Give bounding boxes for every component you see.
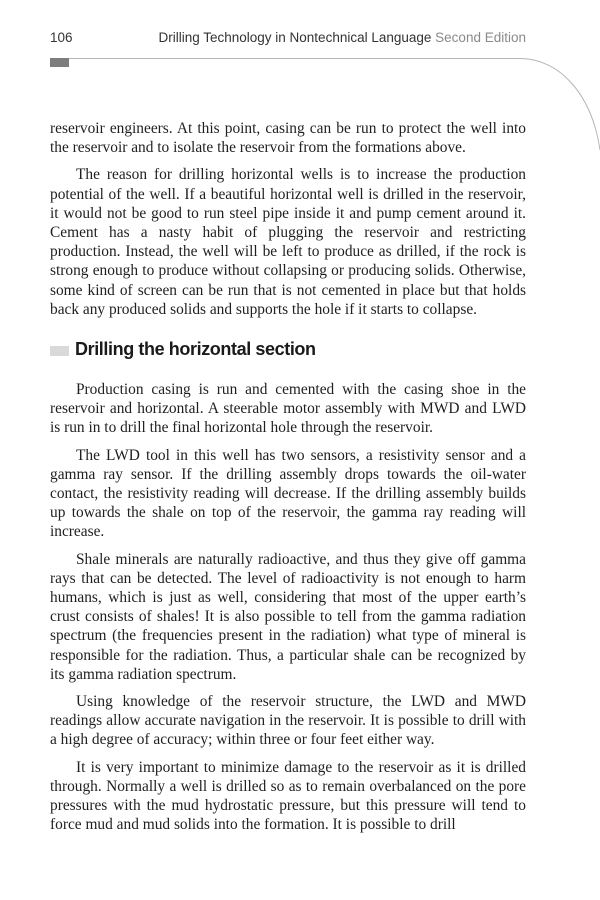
edition-label: Second Edition xyxy=(435,30,526,45)
book-title-text: Drilling Technology in Nontechnical Language xyxy=(158,30,432,45)
paragraph: Shale minerals are naturally radioactive, and thus they give off gamma rays that can be detected. The level of radioactivity is not enough to harm humans, which is just as well, considering that most of the upper earth’s crust consists of shales! It is also possible to tell from the gamma radiation spectrum (the frequencies present in the radiation) what type of mineral is responsible for the radiation. Thus, a particular shale can be recognized by its gamma radiation spectrum. xyxy=(50,550,526,683)
paragraph: It is very important to minimize damage to the reservoir as it is drilled through. Normally a well is drilled so as to remain overbalanced on the pore pressures with the mud hydrostatic pressure, but this pressure will tend to force mud and mud solids into the formation. It is possible to drill xyxy=(50,758,526,834)
paragraph: The reason for drilling horizontal wells is to increase the production potential of the well. If a beautiful horizontal well is drilled in the reservoir, it would not be good to run steel pipe inside it and pump cement around it. Cement has a nasty habit of plugging the reservoir and restricting production. Instead, the well will be left to produce as drilled, if the rock is strong enough to produce without collapsing or producing solids. Otherwise, some kind of screen can be run that is not cemented in place but that holds back any produced solids and supports the hole if it starts to collapse. xyxy=(50,166,526,318)
header-marker-block xyxy=(50,58,69,67)
heading-marker xyxy=(50,346,69,356)
section-heading xyxy=(50,340,526,362)
paragraph: Using knowledge of the reservoir structure, the LWD and MWD readings allow accurate navigation in the reservoir. It is possible to drill with a high degree of accuracy; within three or four feet either way. xyxy=(50,693,526,749)
paragraph: The LWD tool in this well has two sensors, a resistivity sensor and a gamma ray sensor. If the drilling assembly drops towards the oil-water contact, the resistivity reading will decrease. If the drilling assembly builds up towards the shale on top of the reservoir, the gamma ray reading will increase. xyxy=(50,446,526,541)
page-number: 106 xyxy=(50,30,73,45)
section-heading-text: Drilling the horizontal section xyxy=(75,339,316,360)
paragraph: reservoir engineers. At this point, casing can be run to protect the well into the reservoir and to isolate the reservoir from the formations above. xyxy=(50,120,526,157)
paragraph: Production casing is run and cemented with the casing shoe in the reservoir and horizontal. A steerable motor assembly with MWD and LWD is run in to drill the final horizontal hole through the reservoir. xyxy=(50,381,526,437)
body-text xyxy=(50,119,526,843)
